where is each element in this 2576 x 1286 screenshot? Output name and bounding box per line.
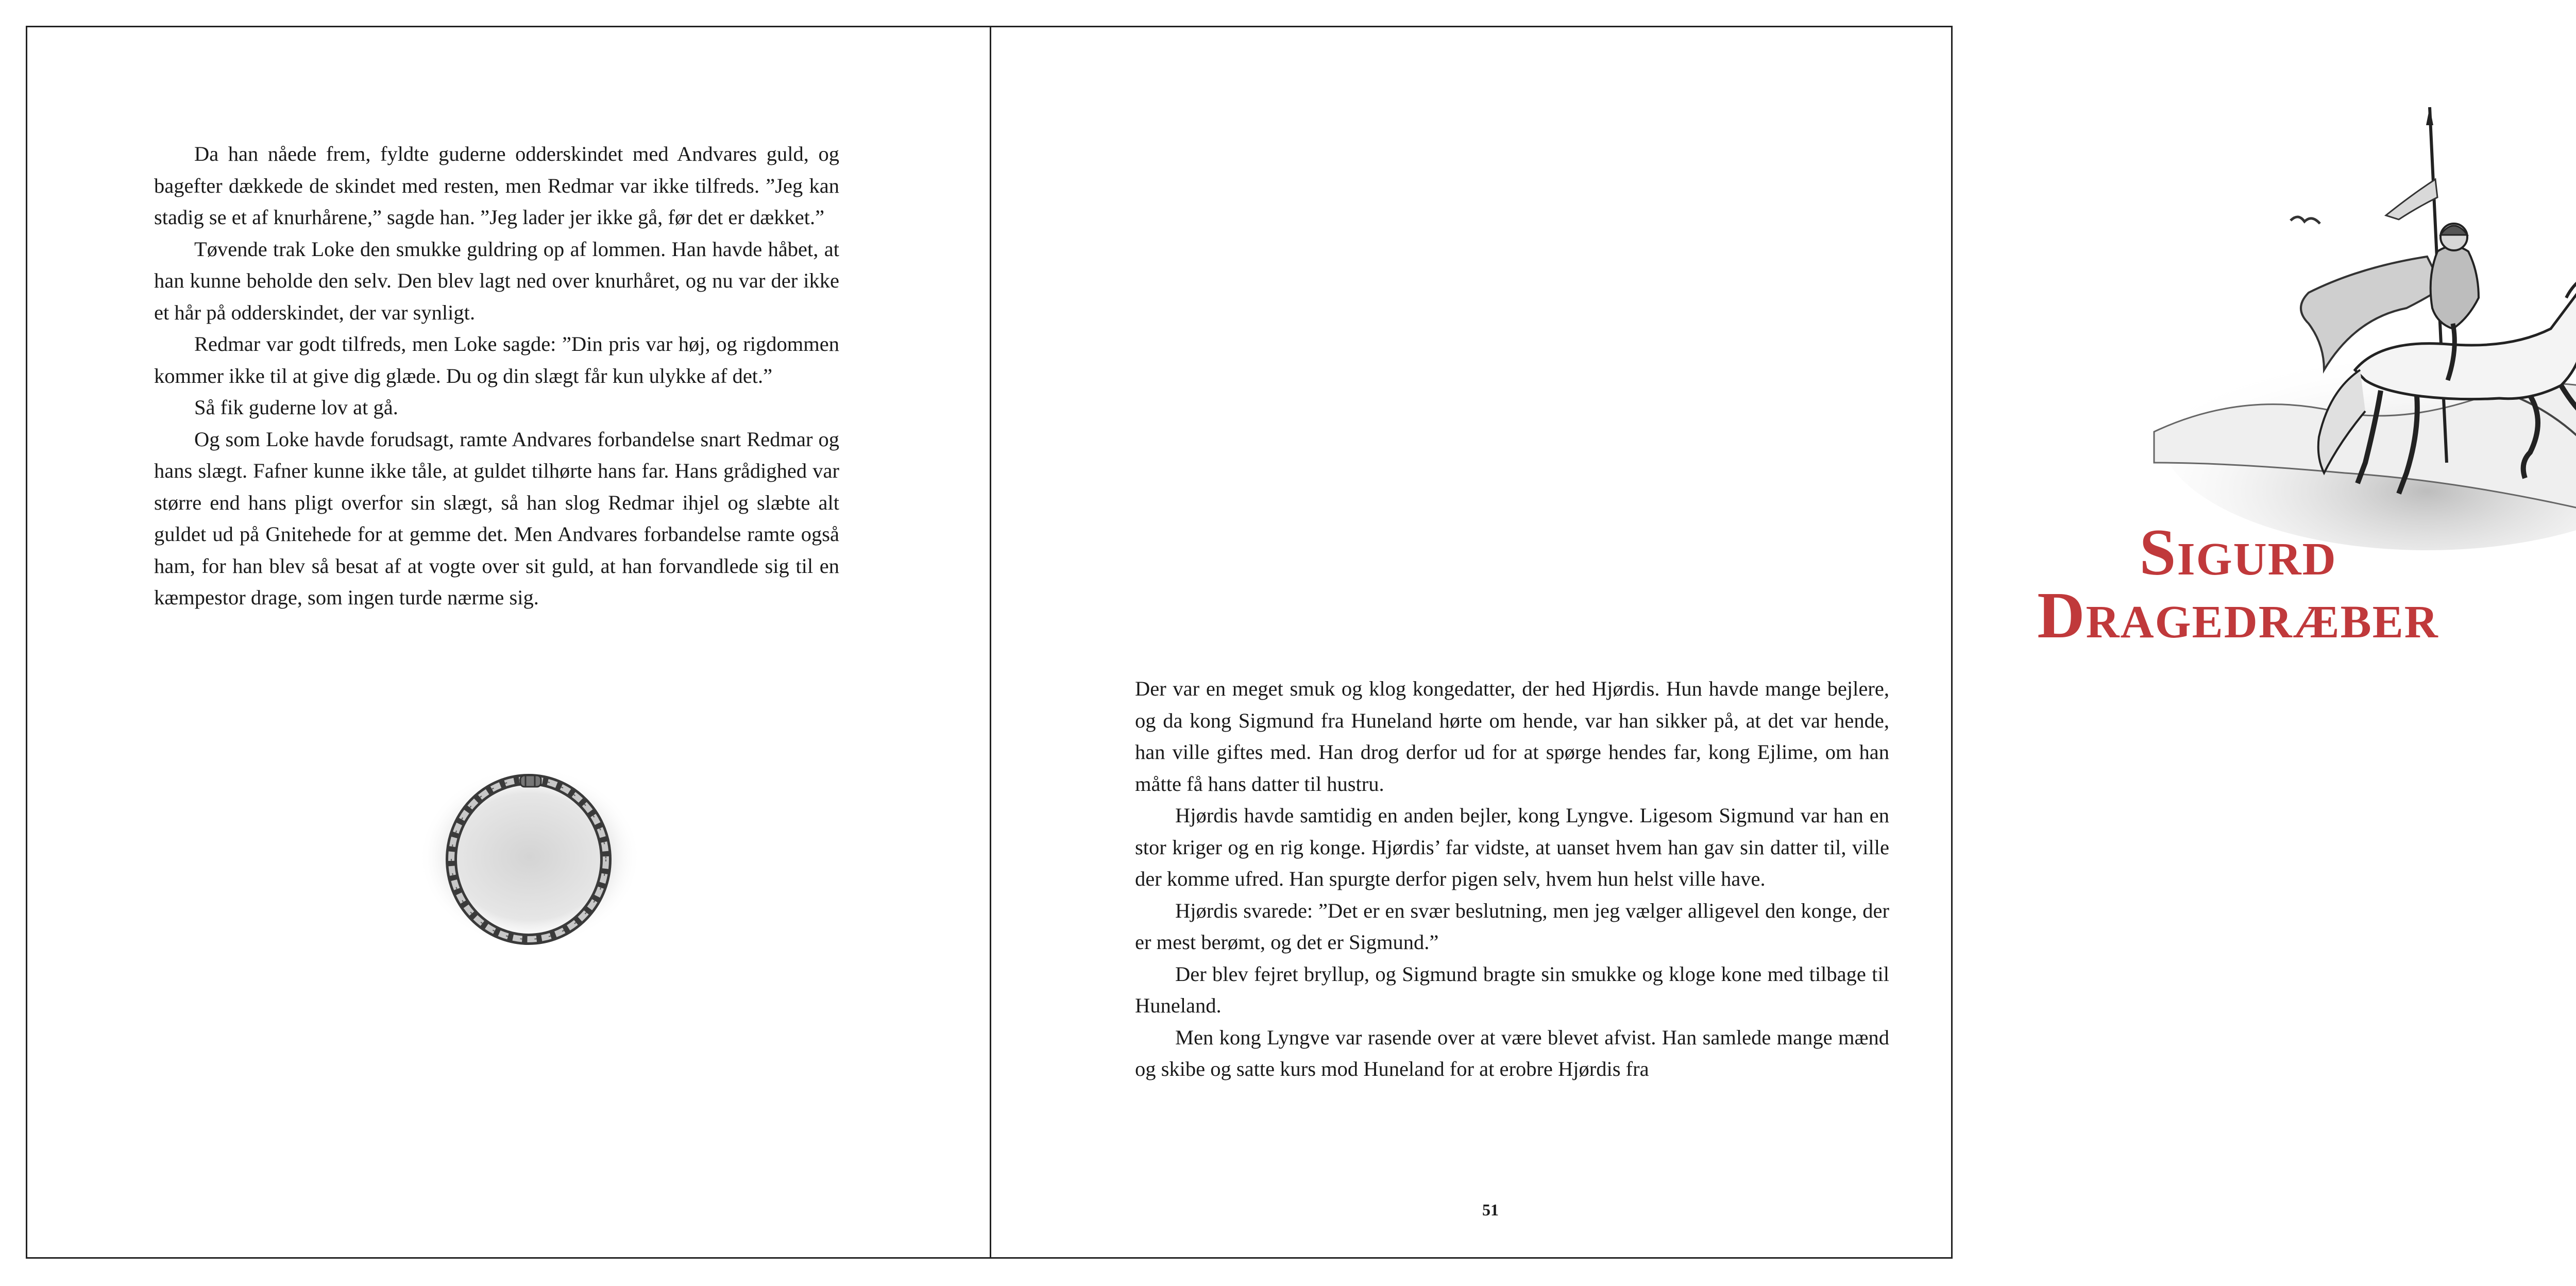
paragraph: Hjørdis havde samtidig en anden bejler, kong Lyngve. Ligesom Sigmund var han en stor kriger og en rig konge. Hjørdis’ far vidste, at uanset hvem han gav sin datter til, ville der komme ufred. Han spurgte derfor pigen selv, hvem hun helst ville have. bbox=[1135, 804, 1889, 890]
paragraph: Så fik guderne lov at gå. bbox=[194, 396, 398, 419]
paragraph: Og som Loke havde forudsagt, ramte Andvares forbandelse snart Redmar og hans slægt. Fafner kunne ikke tåle, at guldet tilhørte hans far. Hans grådighed var større end hans pligt overfor sin slægt, så han slog Redmar ihjel og slæbte alt guldet ud på Gnitehede for at gemme det. Men Andvares forbandelse ramte også ham, for han blev så besat af at vogte over sit guld, at han forvandlede sig til en kæmpestor drage, som ingen turde nærme sig. bbox=[154, 427, 839, 609]
paragraph: Der var en meget smuk og klog kongedatter, der hed Hjørdis. Hun havde mange bejlere, og da kong Sigmund fra Huneland hørte om hende, var han sikker på, at det var hende, han ville giftes med. Han drog derfor ud for at spørge hendes far, kong Ejlime, om han måtte få hans datter til hustru. bbox=[1135, 677, 1889, 796]
book-spread bbox=[26, 26, 2439, 1259]
chapter-title-line: Sigurd bbox=[2139, 516, 2337, 589]
right-page-body bbox=[1135, 673, 1889, 1085]
paragraph: Der blev fejret bryllup, og Sigmund bragte sin smukke og kloge kone med tilbage til Huneland. bbox=[1135, 962, 1889, 1017]
left-page-body bbox=[154, 138, 839, 614]
rider-icon bbox=[2139, 102, 2576, 545]
page-number: 51 bbox=[1482, 1200, 1499, 1219]
paragraph: Redmar var godt tilfreds, men Loke sagde: ”Din pris var høj, og rigdommen kommer ikke til at give dig glæde. Du og din slægt får kun ulykke af det.” bbox=[154, 332, 839, 387]
right-page bbox=[990, 27, 2439, 1257]
chapter-title bbox=[1901, 516, 2575, 652]
paragraph: Da han nåede frem, fyldte guderne odderskindet med Andvares guld, og bagefter dækkede de skindet med resten, men Redmar var ikke tilfreds. ”Jeg kan stadig se et af knurhårene,” sagde han. ”Jeg lader jer ikke gå, før det er dækket.” bbox=[154, 142, 839, 229]
ring-icon bbox=[406, 762, 653, 952]
left-page bbox=[27, 27, 991, 1257]
chapter-title-line: Dragedræber bbox=[2037, 579, 2439, 652]
paragraph: Men kong Lyngve var rasende over at være blevet afvist. Han samlede mange mænd og skibe og satte kurs mod Huneland for at erobre Hjørdis fra bbox=[1135, 1025, 1889, 1080]
paragraph: Hjørdis svarede: ”Det er en svær beslutning, men jeg vælger alligevel den konge, der er mest berømt, og det er Sigmund.” bbox=[1135, 899, 1889, 954]
paragraph: Tøvende trak Loke den smukke guldring op af lommen. Han havde håbet, at han kunne beholde den selv. Den blev lagt ned over knurhåret, og nu var der ikke et hår på odderskindet, der var synligt. bbox=[154, 237, 839, 324]
